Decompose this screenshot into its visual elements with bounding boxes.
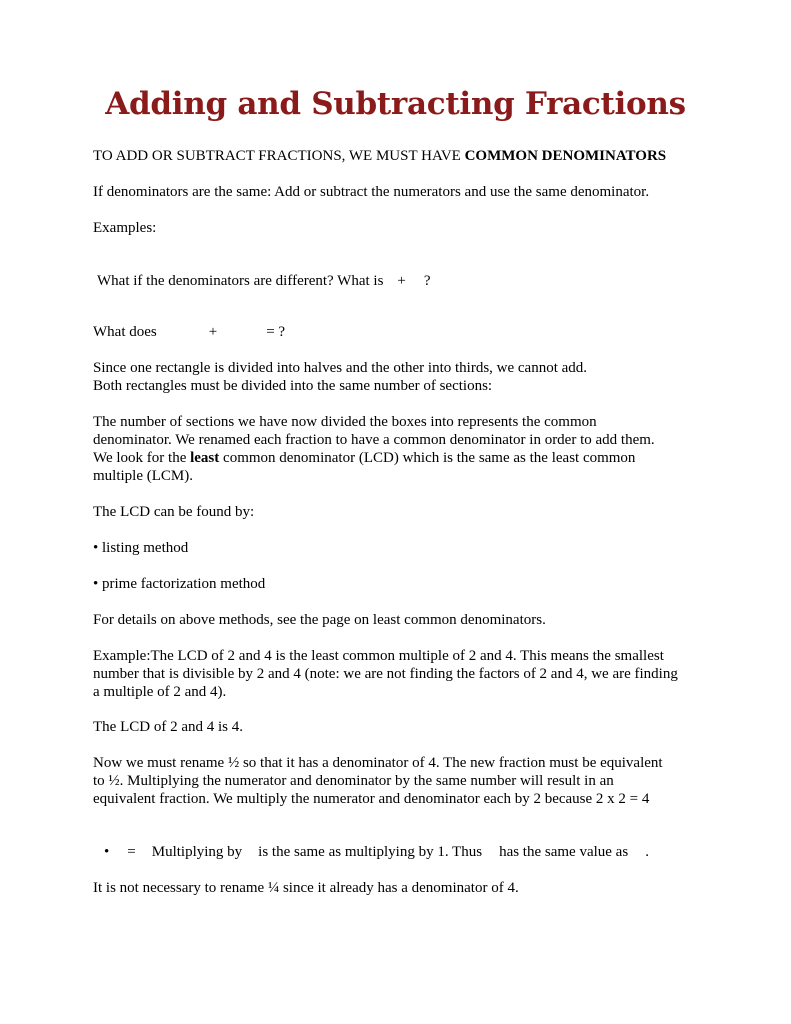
rename-line-3: equivalent fraction. We multiply the numerator and denominator each by 2 because 2 x 2 = 4 [93, 791, 650, 807]
intro-text: TO ADD OR SUBTRACT FRACTIONS, WE MUST HAVE [93, 148, 465, 164]
different-denominators-question [97, 272, 431, 290]
page-title: Adding and Subtracting Fractions [105, 86, 686, 122]
lcd-found-by: The LCD can be found by: [93, 504, 255, 520]
rename-line-1: Now we must rename ½ so that it has a denominator of 4. The new fraction must be equivalent [93, 755, 663, 771]
sections-line-3 [93, 449, 635, 467]
intro-bold-text: COMMON DENOMINATORS [464, 148, 667, 164]
same-as-one-text: is the same as multiplying by 1. Thus [258, 844, 483, 860]
rectangles-line-1: Since one rectangle is divided into halves and the other into thirds, we cannot add. [93, 360, 588, 376]
sections-line-2: denominator. We renamed each fraction to have a common denominator in order to add them. [93, 432, 655, 448]
example-line-3: a multiple of 2 and 4). [93, 684, 227, 700]
multiply-line [104, 843, 649, 861]
bullet: • [104, 844, 110, 860]
sections-line-1: The number of sections we have now divided the boxes into represents the common [93, 414, 597, 430]
same-denominators-rule: If denominators are the same: Add or subtract the numerators and use the same denominator. [93, 184, 650, 200]
example-line-2: number that is divisible by 2 and 4 (note: we are not finding the factors of 2 and 4, we are finding [93, 666, 678, 682]
rectangles-line-2: Both rectangles must be divided into the same number of sections: [93, 378, 493, 394]
least-bold-text: least [190, 450, 220, 466]
lcd-result: The LCD of 2 and 4 is 4. [93, 719, 243, 735]
same-value-text: has the same value as [499, 844, 629, 860]
sections-line-4: multiple (LCM). [93, 468, 193, 484]
plus-sign: + [397, 273, 406, 289]
what-does-question [93, 323, 285, 341]
different-question-text: What if the denominators are different? What is [97, 273, 384, 289]
examples-label: Examples: [93, 220, 157, 236]
period: . [645, 844, 649, 860]
what-does-text: What does [93, 324, 157, 340]
example-line-1: Example:The LCD of 2 and 4 is the least common multiple of 2 and 4. This means the smallest [93, 648, 664, 664]
sections-line-3-prefix: We look for the [93, 450, 191, 466]
plus-sign: + [208, 324, 218, 340]
equals-sign: = [127, 844, 136, 860]
rename-line-2: to ½. Multiplying the numerator and denominator by the same number will result in an [93, 773, 614, 789]
equals-question: = ? [266, 324, 286, 340]
closing-line: It is not necessary to rename ¼ since it already has a denominator of 4. [93, 880, 519, 896]
question-mark: ? [423, 273, 431, 289]
method-listing: • listing method [93, 540, 189, 556]
multiplying-by-text: Multiplying by [151, 844, 243, 860]
sections-line-3-suffix: common denominator (LCD) which is the same as the least common [219, 450, 636, 466]
method-prime-factorization: • prime factorization method [93, 576, 266, 592]
details-line: For details on above methods, see the page on least common denominators. [93, 612, 546, 628]
intro-line [93, 147, 666, 165]
